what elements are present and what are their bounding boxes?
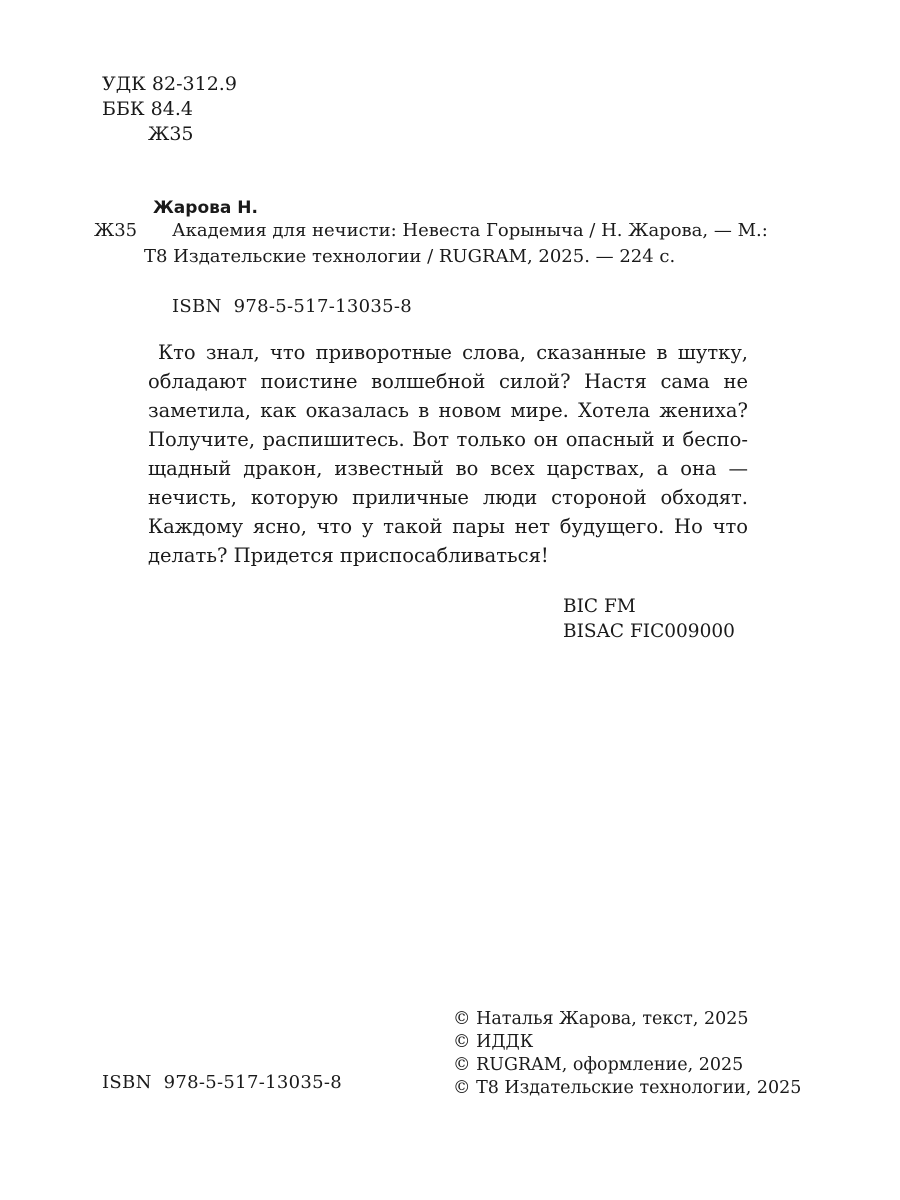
copyright-line-iddk: © ИДДК	[453, 1032, 534, 1052]
isbn-bottom: ISBN 978-5-517-13035-8	[102, 1072, 342, 1093]
isbn-top: ISBN 978-5-517-13035-8	[172, 296, 412, 317]
author-mark: Ж35	[148, 123, 194, 145]
bibliographic-line-1: Академия для нечисти: Невеста Горыныча / Н. Жарова, — М.:	[172, 220, 768, 241]
copyright-line-author: © Наталья Жарова, текст, 2025	[453, 1009, 749, 1029]
bbk-code: ББК 84.4	[102, 98, 193, 120]
copyright-line-t8: © Т8 Издательские технологии, 2025	[453, 1078, 802, 1098]
annotation-paragraph: Кто знал, что приворотные слова, сказанные в шутку, обладают поистине волшебной силой? Настя сама не заметила, как оказалась в новом мире. Хотела жениха? Получите, распишитесь. Вот только он опасный и беспощадный дракон, известный во всех царствах, а она — нечисть, которую приличные люди стороной обходят. Каждому ясно, что у такой пары нет будущего. Но что делать? Придется приспосабливаться!	[148, 341, 748, 567]
bisac-code: BISAC FIC009000	[563, 621, 735, 642]
author-name: Жарова Н.	[153, 198, 258, 218]
copyright-line-rugram: © RUGRAM, оформление, 2025	[453, 1055, 744, 1075]
margin-author-mark: Ж35	[94, 220, 138, 241]
bibliographic-line-2: Т8 Издательские технологии / RUGRAM, 2025. — 224 с.	[144, 246, 676, 267]
bic-code: BIC FM	[563, 596, 636, 617]
udk-code: УДК 82-312.9	[102, 73, 237, 95]
